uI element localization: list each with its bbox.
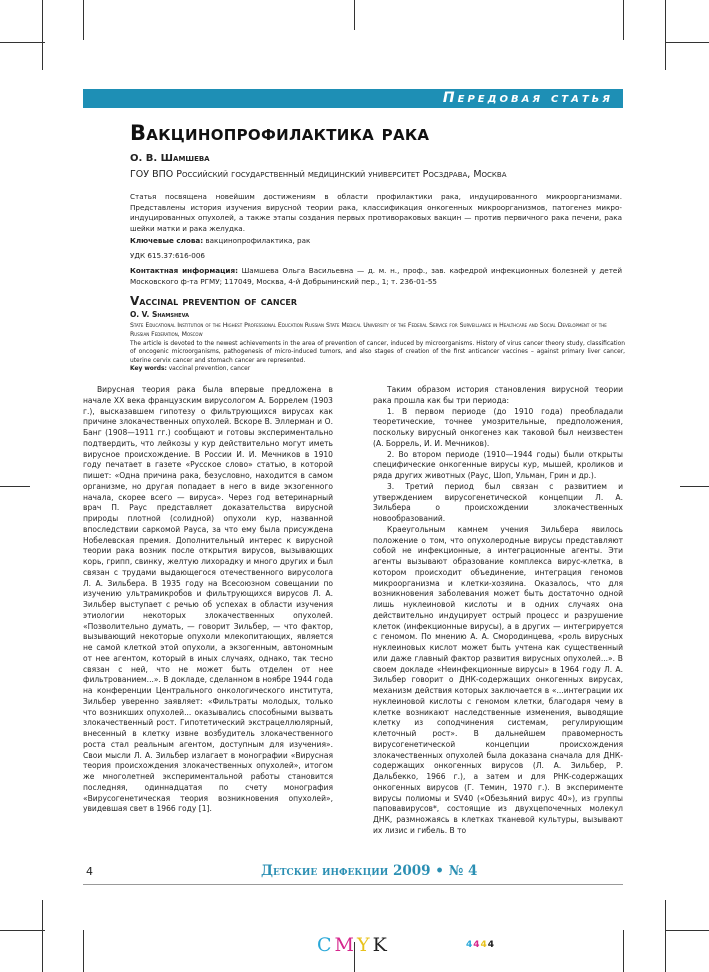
english-abstract-text: The article is devoted to the newest achievements in the area of prevention of cancer, induced by microorganisms. History of virus cancer theory study, classification of oncogenic microorganisms, pathogenesis of micro-induced tumors, and also stages of creation of the first anticancer vaccines – against primary liver cancer, uterine cervix cancer and stomach cancer are represented.: [130, 341, 625, 364]
body-column-right: [373, 385, 623, 897]
english-keywords-label: Key words:: [130, 365, 167, 372]
crop-mark: [83, 930, 84, 972]
crop-mark: [354, 0, 355, 30]
crop-mark: [665, 900, 666, 972]
section-band: [83, 89, 623, 108]
cmyk-letter-k: K: [372, 934, 390, 956]
proof-four-m: 4: [473, 940, 481, 950]
contact-text: Шамшева Ольга Васильевна — д. м. н., проф., зав. кафедрой инфекционных болезней у детей Московского ф-та РГМУ; 117049, Москва, 4-й Добрынинский пер., 1; т. 236-01-55: [130, 266, 622, 286]
cmyk-letter-m: M: [334, 934, 358, 956]
section-band-label: Передовая статья: [442, 90, 613, 106]
contact-info: [130, 266, 622, 287]
english-author: O. V. Shamsheva: [130, 310, 190, 319]
journal-name: Детские инфекции 2009 • № 4: [261, 863, 478, 879]
crop-mark: [42, 0, 43, 70]
crop-mark: [42, 900, 43, 972]
abstract-ru: Статья посвящена новейшим достижениям в области профилактики рака, индуцированного микроорганизмами. Представлены история изучения вирусной теории рака, классификация онкогенных микроорганизмов, патогенез микро-индуцированных опухолей, а также этапы создания первых противораковых вакцин — против первичного рака печени, рака шейки матки и рака желудка.: [130, 192, 622, 234]
body-paragraph: 2. Во втором периоде (1910—1944 годы) были открыты специфические онкогенные вирусы кур, мышей, кроликов и ряда других животных (Раус, Шоп, Ульман, Грин и др.).: [373, 449, 623, 480]
crop-mark: [623, 0, 624, 40]
article-author: О. В. Шамшева: [130, 153, 210, 164]
page-number: 4: [86, 865, 93, 878]
english-title: Vaccinal prevention of cancer: [130, 294, 298, 308]
article-affiliation: ГОУ ВПО Российский государственный медицинский университет Росздрава, Москва: [130, 169, 507, 180]
crop-mark: [665, 0, 666, 70]
english-affiliation: State Educational Institution of the Highest Professional Education Russian State Medical University of the Federal Service for Surveillance in Healthcare and Social Development of the Russian Federation, Moscow: [130, 322, 607, 338]
color-proof-fours: [466, 940, 495, 950]
article-title: Вакцинопрофилактика рака: [130, 121, 430, 145]
proof-four-y: 4: [480, 940, 488, 950]
crop-mark: [665, 930, 709, 931]
body-paragraph: Краеугольным камнем учения Зильбера явилось положение о том, что опухолеродные вирусы представляют собой не инфекционные, а интеграционные агенты. Эти агенты вызывают образование комплекса вирус-клетка, в котором происходит объединение, интеграция геномов микроорганизма и клетки-хозяина. Оказалось, что для возникновения заболевания может быть достаточно одной лишь нуклеиновой кислоты и в одних случаях она действительно индуцирует острый процесс и разрушение клеток (инфекционные вирусы), а в других — интегрируется с геномом. По мнению А. А. Смородинцева, «роль вирусных нуклеиновых кислот может быть учтена как существенный или даже главный фактор развития вирусных опухолей...». В своем докладе «Неинфекционные вирусы» в 1964 году Л. А. Зильбер говорит о ДНК-содержащих онкогенных вирусах, механизм действия которых заключается в «...интеграции их нуклеиновой кислоты с геномом клетки, благодаря чему в клетке возникают наследственные изменения, выводящие клетку из соподчинения системам, регулирующим клеточный рост». В дальнейшем правомерность вирусогенетической концепции происхождения злокачественных опухолей была доказана сначала для ДНК-содержащих онкогенных вирусов (Л. А. Зильбер, Р. Дальбекко, 1966 г.), а затем и для РНК-содержащих онкогенных вирусов (Г. Темин, 1970 г.). В эксперименте вирусы полиомы и SV40 («Обезьяний вирус 40»), из группы паповавирусов*, состоящие из двухцепочечных молекул ДНК, размножаясь в клетках тканевой культуры, вызывают их лизис и гибель. В то: [373, 524, 623, 835]
body-paragraph: 3. Третий период был связан с развитием и утверждением вирусогенетической концепции Л. А. Зильбера о происхождении злокачественных новообразований.: [373, 481, 623, 523]
body-column-left: [83, 385, 333, 897]
english-abstract: [130, 340, 625, 373]
body-paragraph: 1. В первом периоде (до 1910 года) преобладали теоретические, точнее умозрительные, предположения, поскольку вирусный онкогенез как таковой был неизвестен (А. Боррель, И. И. Мечников).: [373, 406, 623, 448]
udk: УДК 615.37:616-006: [130, 251, 205, 260]
footer-rule: [83, 884, 623, 885]
crop-mark: [680, 486, 709, 487]
proof-four-c: 4: [466, 940, 474, 950]
contact-label: Контактная информация:: [130, 266, 238, 275]
cmyk-mark: [317, 934, 390, 956]
crop-mark: [83, 0, 84, 40]
proof-four-k: 4: [487, 940, 496, 950]
cmyk-letter-y: Y: [357, 934, 373, 956]
cmyk-letter-c: C: [317, 934, 335, 956]
keywords-ru-label: Ключевые слова:: [130, 236, 204, 245]
crop-mark: [0, 930, 45, 931]
keywords-ru-text: вакцинопрофилактика, рак: [203, 236, 311, 245]
keywords-ru: [130, 236, 622, 247]
english-keywords-text: vaccinal prevention, cancer: [166, 365, 251, 372]
crop-mark: [665, 42, 709, 43]
crop-mark: [0, 42, 45, 43]
body-paragraph: Вирусная теория рака была впервые предложена в начале XX века французским вирусологом А. Боррелем (1903 г.), высказавшем гипотезу о фильтрующихся вирусах как причине злокачественных опухолей. Вскоре В. Эллерман и О. Банг (1908—1911 гг.) сообщают и готовы экспериментально подтвердить, что лейкозы у кур действительно могут иметь вирусное происхождение. В России И. И. Мечников в 1910 году печатает в газете «Русское слово» статью, в которой пишет: «Одна причина рака, безусловно, находится в самом организме, но другая попадает в него в виде экзогенного начала, скорее всего — вируса». Через год ветеринарный врач П. Раус представляет доказательства вирусной природы плотной (солидной) опухоли кур, названной впоследствии саркомой Рауса, за что ему была присуждена Нобелевская премия. Дополнительный интерес к вирусной теории рака возник после открытия вирусов, вызывающих корь, грипп, свинку, желтую лихорадку и много других и был связан с трудами выдающегося отечественного вирусолога Л. А. Зильбера. В 1935 году на Всесоюзном совещании по изучению ультрамикробов и фильтрующихся вирусов Л. А. Зильбер выступает с речью об успехах в области изучения этиологии некоторых злокачественных опухолей. «Позволительно думать, — говорит Зильбер, — что фактор, вызывающий некоторые опухоли млекопитающих, является не самой клеткой этой опухоли, а экзогенным, автономным от нее агентом, который в иных случаях, однако, так тесно связан с ней, что не может быть отделен от нее фильтрованием...». В докладе, сделанном в ноябре 1944 года на конференции Центрального онкологического института, Зильбер уверенно заявляет: «Фильтраты молодых, только что возникших опухолей... оказывались способными вызвать злокачественный рост. Гипотетический экстрацеллюлярный, внесенный в клетку извне возбудитель злокачественного роста стал реальным агентом, доступным для изучения». Свои мысли Л. А. Зильбер излагает в монографии «Вирусная теория происхождения злокачественных опухолей», итогом же многолетней экспериментальной работы становится последняя, одиннадцатая по счету монография «Вирусогенетическая теория возникновения опухолей», увидевшая свет в 1966 году [1].: [83, 385, 333, 814]
crop-mark: [0, 486, 30, 487]
body-paragraph: Таким образом история становления вирусной теории рака прошла как бы три периода:: [373, 385, 623, 405]
crop-mark: [623, 930, 624, 972]
